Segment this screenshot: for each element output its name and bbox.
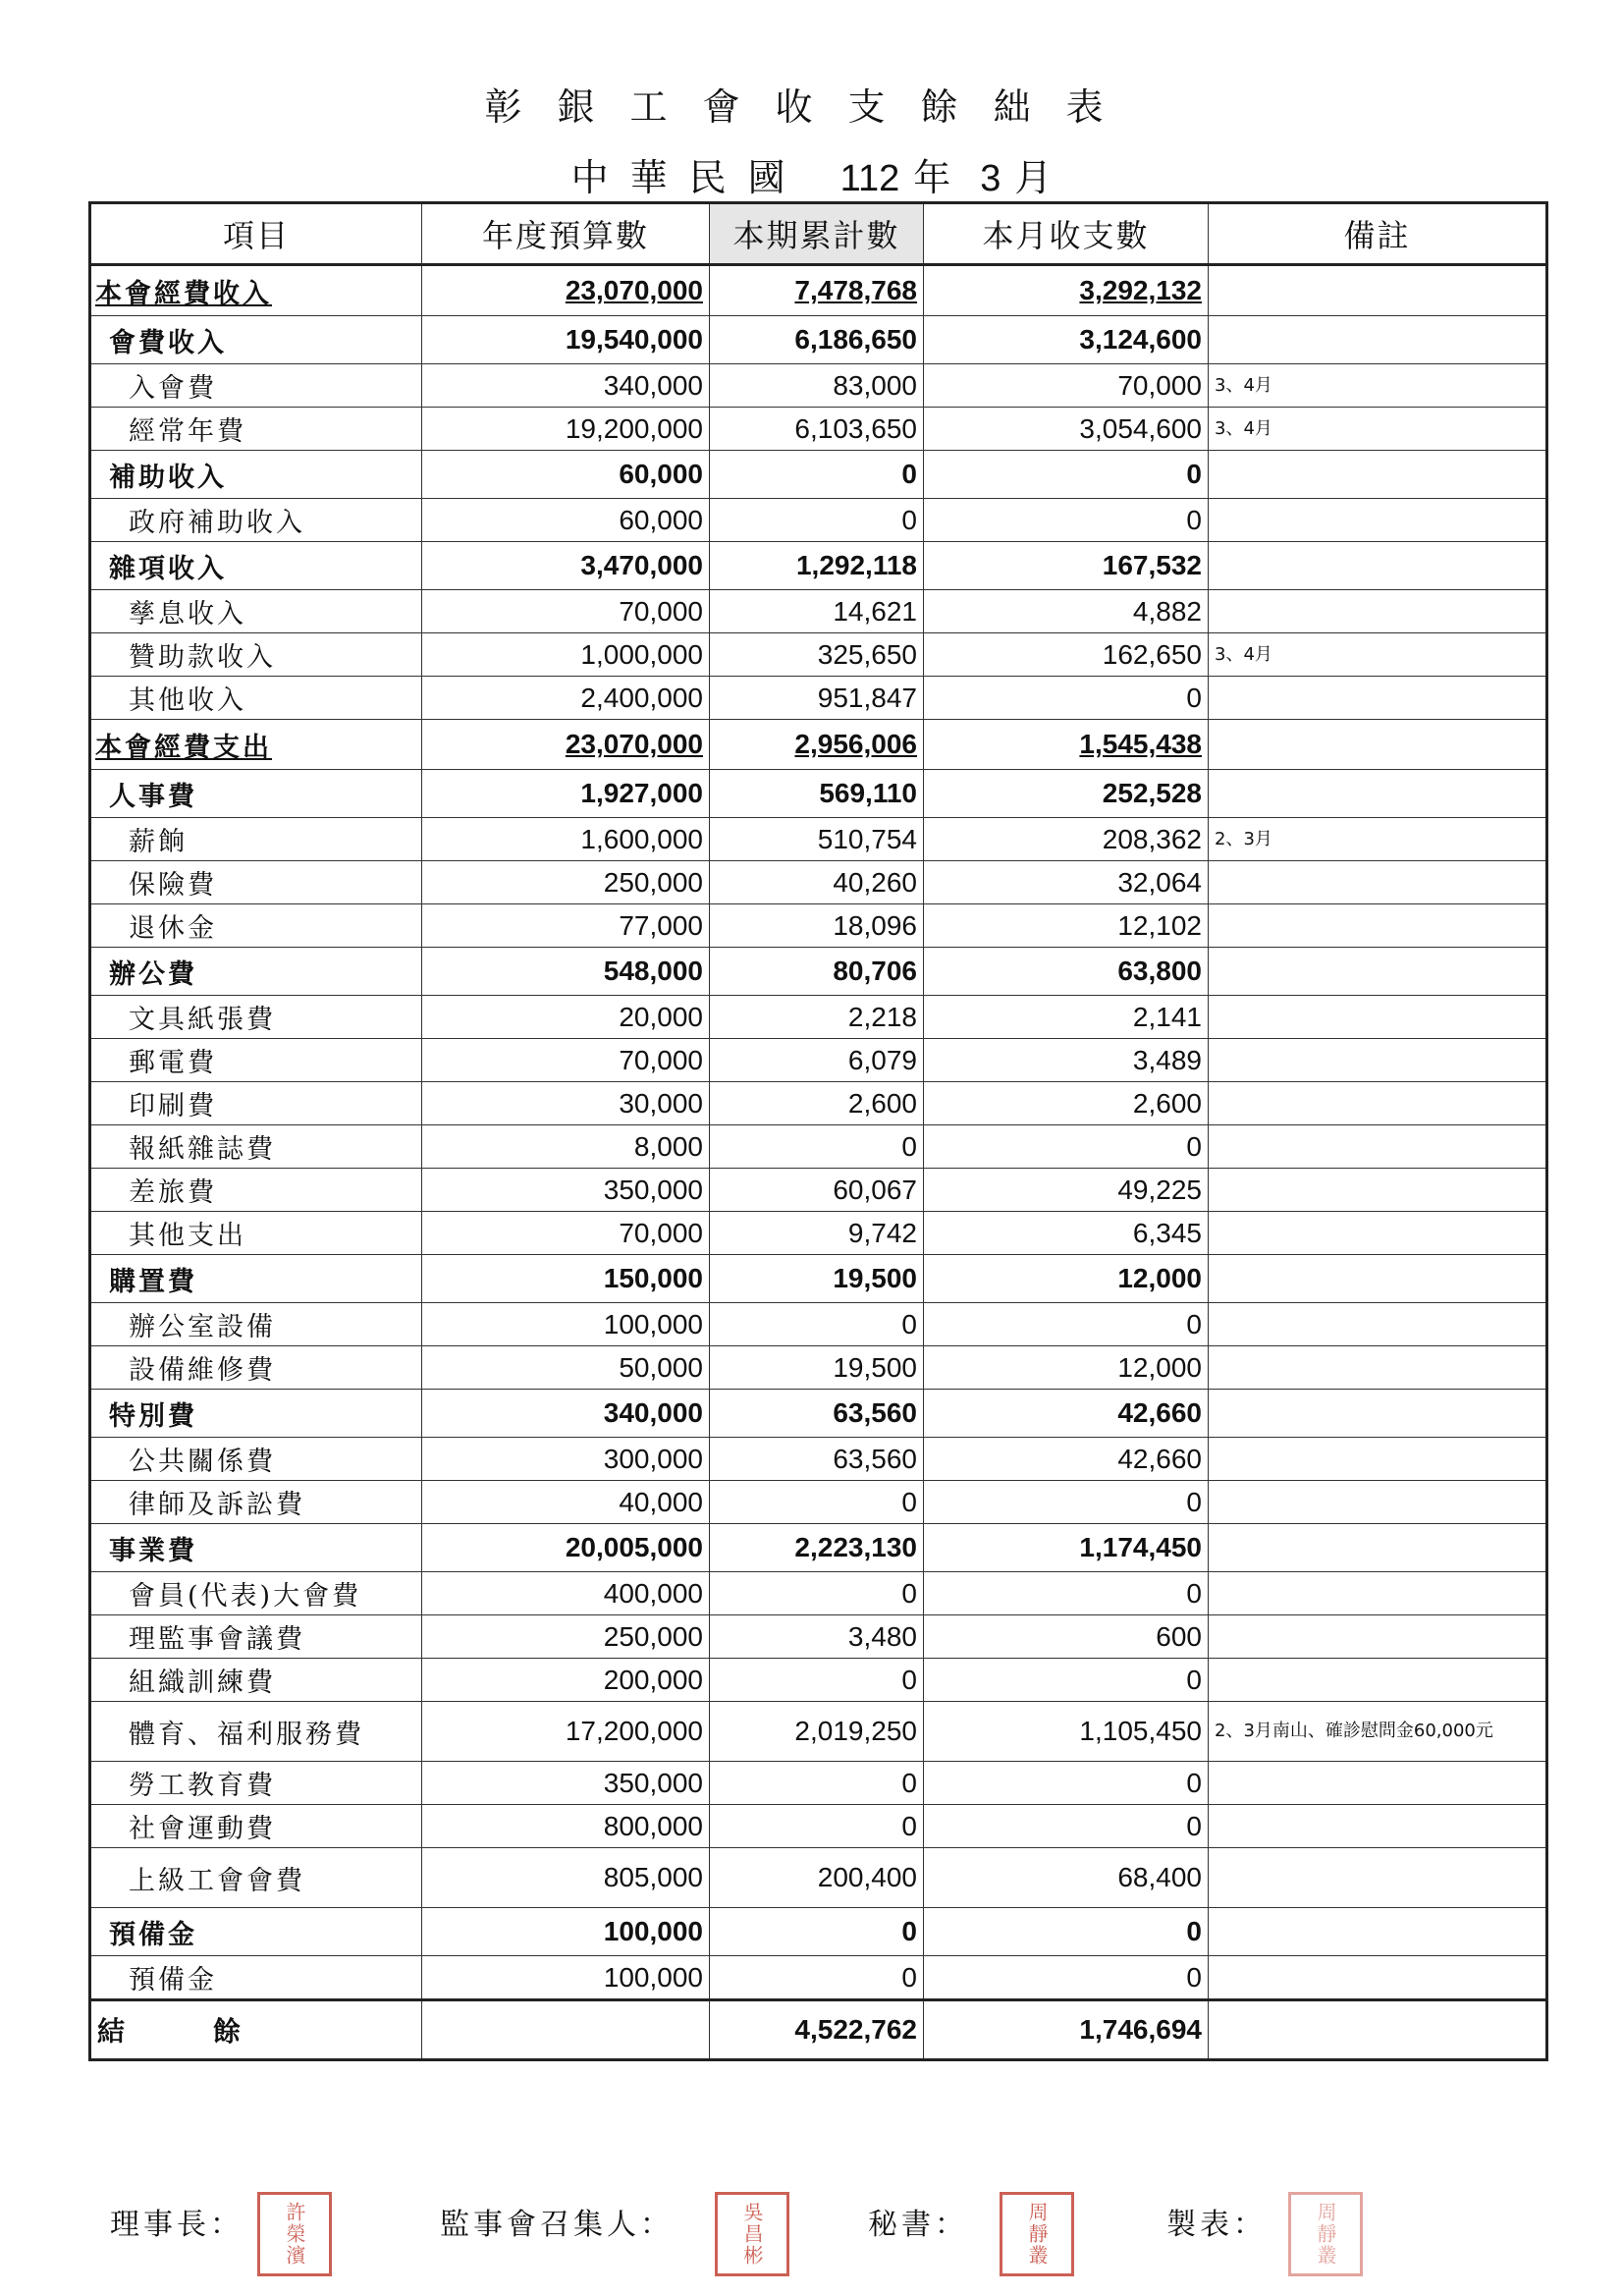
table-row	[90, 265, 1547, 316]
row-note	[1209, 1524, 1547, 1572]
row-budget: 19,540,000	[422, 316, 710, 364]
row-budget: 3,470,000	[422, 542, 710, 590]
table-row	[90, 1212, 1547, 1255]
total-budget	[422, 2000, 710, 2060]
row-note	[1209, 1438, 1547, 1481]
table-row	[90, 1303, 1547, 1346]
row-item: 雜項收入	[90, 542, 422, 590]
preparer-label: 製表：	[1166, 2208, 1267, 2242]
row-item: 購置費	[90, 1255, 422, 1303]
row-cumulative: 0	[710, 451, 924, 499]
row-cumulative: 0	[710, 1572, 924, 1615]
supervisor-seal: 吳昌彬	[715, 2192, 789, 2276]
row-budget: 19,200,000	[422, 408, 710, 451]
row-item: 印刷費	[90, 1082, 422, 1125]
row-monthly: 0	[924, 1481, 1209, 1524]
table-row	[90, 590, 1547, 633]
table-row	[90, 1908, 1547, 1956]
row-item: 辦公室設備	[90, 1303, 422, 1346]
row-note	[1209, 1255, 1547, 1303]
table-row	[90, 1702, 1547, 1762]
table-row	[90, 1524, 1547, 1572]
row-note	[1209, 677, 1547, 720]
page-title: 彰銀工會收支餘絀表	[484, 85, 1139, 129]
row-cumulative: 14,621	[710, 590, 924, 633]
row-item: 本會經費支出	[90, 720, 422, 770]
table-row	[90, 1848, 1547, 1908]
table-body	[90, 265, 1547, 2000]
row-monthly: 0	[924, 1908, 1209, 1956]
row-item: 文具紙張費	[90, 996, 422, 1039]
table-row	[90, 1125, 1547, 1169]
chairman-label: 理事長：	[110, 2208, 243, 2242]
row-cumulative: 0	[710, 1303, 924, 1346]
row-monthly: 49,225	[924, 1169, 1209, 1212]
row-monthly: 162,650	[924, 633, 1209, 677]
row-item: 孳息收入	[90, 590, 422, 633]
row-cumulative: 83,000	[710, 364, 924, 408]
header-item: 項目	[90, 203, 422, 265]
row-monthly: 167,532	[924, 542, 1209, 590]
row-cumulative: 3,480	[710, 1615, 924, 1659]
row-cumulative: 2,019,250	[710, 1702, 924, 1762]
row-monthly: 0	[924, 1659, 1209, 1702]
row-item: 本會經費收入	[90, 265, 422, 316]
row-budget: 70,000	[422, 1039, 710, 1082]
row-budget: 2,400,000	[422, 677, 710, 720]
row-note	[1209, 1169, 1547, 1212]
table-row	[90, 1438, 1547, 1481]
preparer-seal: 周靜叢	[1288, 2192, 1363, 2276]
row-budget: 30,000	[422, 1082, 710, 1125]
row-note: 2、3月	[1209, 818, 1547, 861]
report-period	[0, 147, 1623, 201]
row-monthly: 63,800	[924, 948, 1209, 996]
row-item: 退休金	[90, 904, 422, 948]
row-item: 上級工會會費	[90, 1848, 422, 1908]
row-note	[1209, 996, 1547, 1039]
row-cumulative: 2,223,130	[710, 1524, 924, 1572]
row-note	[1209, 720, 1547, 770]
row-monthly: 2,141	[924, 996, 1209, 1039]
row-monthly: 600	[924, 1615, 1209, 1659]
total-row	[90, 2000, 1547, 2060]
row-note	[1209, 590, 1547, 633]
row-cumulative: 0	[710, 1908, 924, 1956]
row-monthly: 0	[924, 499, 1209, 542]
row-budget: 300,000	[422, 1438, 710, 1481]
row-budget: 340,000	[422, 1390, 710, 1438]
row-note	[1209, 1125, 1547, 1169]
row-item: 政府補助收入	[90, 499, 422, 542]
header-monthly: 本月收支數	[924, 203, 1209, 265]
table-row	[90, 633, 1547, 677]
table-row	[90, 861, 1547, 904]
row-budget: 70,000	[422, 1212, 710, 1255]
row-item: 律師及訴訟費	[90, 1481, 422, 1524]
row-budget: 350,000	[422, 1169, 710, 1212]
row-cumulative: 510,754	[710, 818, 924, 861]
row-cumulative: 6,079	[710, 1039, 924, 1082]
row-cumulative: 60,067	[710, 1169, 924, 1212]
row-cumulative: 19,500	[710, 1255, 924, 1303]
table-row	[90, 364, 1547, 408]
table-row	[90, 1615, 1547, 1659]
row-monthly: 4,882	[924, 590, 1209, 633]
row-cumulative: 951,847	[710, 677, 924, 720]
row-note	[1209, 499, 1547, 542]
table-row	[90, 1390, 1547, 1438]
row-monthly: 3,292,132	[924, 265, 1209, 316]
row-item: 體育、福利服務費	[90, 1702, 422, 1762]
row-cumulative: 40,260	[710, 861, 924, 904]
year-value: 112	[839, 158, 900, 199]
table-row	[90, 996, 1547, 1039]
row-note	[1209, 1481, 1547, 1524]
income-expense-table	[88, 201, 1548, 2061]
row-item: 社會運動費	[90, 1805, 422, 1848]
row-monthly: 1,105,450	[924, 1702, 1209, 1762]
row-item: 公共關係費	[90, 1438, 422, 1481]
row-monthly: 3,489	[924, 1039, 1209, 1082]
row-cumulative: 7,478,768	[710, 265, 924, 316]
table-header-row	[90, 203, 1547, 265]
row-note	[1209, 1212, 1547, 1255]
row-note	[1209, 542, 1547, 590]
row-note	[1209, 1956, 1547, 2000]
row-note	[1209, 1082, 1547, 1125]
table-row	[90, 542, 1547, 590]
row-monthly: 0	[924, 677, 1209, 720]
row-monthly: 1,174,450	[924, 1524, 1209, 1572]
row-monthly: 42,660	[924, 1390, 1209, 1438]
row-budget: 20,005,000	[422, 1524, 710, 1572]
row-monthly: 0	[924, 1125, 1209, 1169]
row-item: 郵電費	[90, 1039, 422, 1082]
row-note	[1209, 1390, 1547, 1438]
row-cumulative: 0	[710, 1956, 924, 2000]
secretary-seal: 周靜叢	[1000, 2192, 1074, 2276]
row-budget: 60,000	[422, 451, 710, 499]
row-item: 會費收入	[90, 316, 422, 364]
row-note: 3、4月	[1209, 633, 1547, 677]
row-item: 辦公費	[90, 948, 422, 996]
row-item: 理監事會議費	[90, 1615, 422, 1659]
table-row	[90, 1481, 1547, 1524]
table-row	[90, 770, 1547, 818]
row-item: 人事費	[90, 770, 422, 818]
row-cumulative: 325,650	[710, 633, 924, 677]
row-item: 補助收入	[90, 451, 422, 499]
row-item: 會員(代表)大會費	[90, 1572, 422, 1615]
table-row	[90, 408, 1547, 451]
row-item: 預備金	[90, 1956, 422, 2000]
row-cumulative: 2,600	[710, 1082, 924, 1125]
row-budget: 250,000	[422, 861, 710, 904]
row-budget: 40,000	[422, 1481, 710, 1524]
row-budget: 1,000,000	[422, 633, 710, 677]
row-budget: 100,000	[422, 1956, 710, 2000]
row-note	[1209, 1346, 1547, 1390]
row-budget: 340,000	[422, 364, 710, 408]
row-monthly: 208,362	[924, 818, 1209, 861]
row-note	[1209, 1039, 1547, 1082]
row-cumulative: 0	[710, 1481, 924, 1524]
supervisor-label: 監事會召集人：	[440, 2208, 674, 2242]
row-item: 入會費	[90, 364, 422, 408]
row-budget: 70,000	[422, 590, 710, 633]
row-monthly: 3,124,600	[924, 316, 1209, 364]
table-row	[90, 1346, 1547, 1390]
row-budget: 50,000	[422, 1346, 710, 1390]
total-monthly: 1,746,694	[924, 2000, 1209, 2060]
row-cumulative: 2,956,006	[710, 720, 924, 770]
row-note: 3、4月	[1209, 408, 1547, 451]
row-note	[1209, 1805, 1547, 1848]
table-row	[90, 720, 1547, 770]
total-cumulative: 4,522,762	[710, 2000, 924, 2060]
table-row	[90, 818, 1547, 861]
row-item: 其他收入	[90, 677, 422, 720]
row-note	[1209, 1762, 1547, 1805]
row-monthly: 42,660	[924, 1438, 1209, 1481]
row-monthly: 0	[924, 1805, 1209, 1848]
year-unit: 年	[913, 156, 951, 199]
row-budget: 805,000	[422, 1848, 710, 1908]
row-monthly: 32,064	[924, 861, 1209, 904]
row-cumulative: 0	[710, 499, 924, 542]
row-budget: 250,000	[422, 1615, 710, 1659]
table-row	[90, 316, 1547, 364]
row-monthly: 68,400	[924, 1848, 1209, 1908]
row-note	[1209, 1615, 1547, 1659]
row-cumulative: 0	[710, 1125, 924, 1169]
row-monthly: 0	[924, 451, 1209, 499]
row-budget: 150,000	[422, 1255, 710, 1303]
chairman-seal: 許榮濱	[257, 2192, 332, 2276]
row-note	[1209, 904, 1547, 948]
row-monthly: 12,000	[924, 1255, 1209, 1303]
row-monthly: 0	[924, 1956, 1209, 2000]
row-cumulative: 63,560	[710, 1438, 924, 1481]
row-note	[1209, 861, 1547, 904]
table-row	[90, 1956, 1547, 2000]
table-row	[90, 1039, 1547, 1082]
row-cumulative: 80,706	[710, 948, 924, 996]
table-row	[90, 948, 1547, 996]
row-note: 3、4月	[1209, 364, 1547, 408]
row-note	[1209, 1659, 1547, 1702]
row-note	[1209, 265, 1547, 316]
table-row	[90, 1169, 1547, 1212]
row-budget: 100,000	[422, 1908, 710, 1956]
row-item: 經常年費	[90, 408, 422, 451]
row-note	[1209, 1848, 1547, 1908]
row-item: 組織訓練費	[90, 1659, 422, 1702]
row-budget: 77,000	[422, 904, 710, 948]
table-row	[90, 904, 1547, 948]
row-note	[1209, 451, 1547, 499]
row-monthly: 12,102	[924, 904, 1209, 948]
row-item: 保險費	[90, 861, 422, 904]
table-row	[90, 451, 1547, 499]
row-note	[1209, 1303, 1547, 1346]
row-cumulative: 0	[710, 1805, 924, 1848]
row-monthly: 252,528	[924, 770, 1209, 818]
row-budget: 1,600,000	[422, 818, 710, 861]
row-monthly: 0	[924, 1572, 1209, 1615]
row-budget: 100,000	[422, 1303, 710, 1346]
row-item: 薪餉	[90, 818, 422, 861]
row-budget: 23,070,000	[422, 720, 710, 770]
row-cumulative: 569,110	[710, 770, 924, 818]
header-budget: 年度預算數	[422, 203, 710, 265]
row-item: 差旅費	[90, 1169, 422, 1212]
row-note	[1209, 1908, 1547, 1956]
table-row	[90, 1255, 1547, 1303]
row-item: 勞工教育費	[90, 1762, 422, 1805]
table-row	[90, 1572, 1547, 1615]
row-item: 特別費	[90, 1390, 422, 1438]
row-budget: 1,927,000	[422, 770, 710, 818]
row-monthly: 0	[924, 1303, 1209, 1346]
row-cumulative: 6,103,650	[710, 408, 924, 451]
header-note: 備註	[1209, 203, 1547, 265]
row-budget: 800,000	[422, 1805, 710, 1848]
total-note	[1209, 2000, 1547, 2060]
row-cumulative: 0	[710, 1659, 924, 1702]
row-budget: 60,000	[422, 499, 710, 542]
row-monthly: 70,000	[924, 364, 1209, 408]
row-monthly: 12,000	[924, 1346, 1209, 1390]
row-cumulative: 9,742	[710, 1212, 924, 1255]
row-budget: 200,000	[422, 1659, 710, 1702]
row-note: 2、3月南山、確診慰問金60,000元	[1209, 1702, 1547, 1762]
row-cumulative: 6,186,650	[710, 316, 924, 364]
row-item: 報紙雜誌費	[90, 1125, 422, 1169]
row-monthly: 6,345	[924, 1212, 1209, 1255]
row-note	[1209, 948, 1547, 996]
month-value: 3	[980, 158, 1001, 199]
row-item: 預備金	[90, 1908, 422, 1956]
row-budget: 23,070,000	[422, 265, 710, 316]
row-budget: 20,000	[422, 996, 710, 1039]
row-monthly: 2,600	[924, 1082, 1209, 1125]
row-budget: 17,200,000	[422, 1702, 710, 1762]
signature-row	[0, 2192, 1623, 2280]
row-budget: 350,000	[422, 1762, 710, 1805]
row-item: 設備維修費	[90, 1346, 422, 1390]
row-budget: 400,000	[422, 1572, 710, 1615]
table-row	[90, 1082, 1547, 1125]
row-item: 其他支出	[90, 1212, 422, 1255]
row-note	[1209, 1572, 1547, 1615]
table-row	[90, 1659, 1547, 1702]
row-monthly: 3,054,600	[924, 408, 1209, 451]
month-unit: 月	[1014, 156, 1053, 199]
total-label: 結餘	[90, 2000, 422, 2060]
era-label: 中華民國	[570, 156, 807, 199]
row-cumulative: 18,096	[710, 904, 924, 948]
row-budget: 8,000	[422, 1125, 710, 1169]
table-row	[90, 677, 1547, 720]
secretary-label: 秘書：	[868, 2208, 968, 2242]
row-item: 事業費	[90, 1524, 422, 1572]
row-item: 贊助款收入	[90, 633, 422, 677]
table-row	[90, 1805, 1547, 1848]
row-budget: 548,000	[422, 948, 710, 996]
row-monthly: 1,545,438	[924, 720, 1209, 770]
table-row	[90, 499, 1547, 542]
row-cumulative: 63,560	[710, 1390, 924, 1438]
row-note	[1209, 770, 1547, 818]
row-cumulative: 2,218	[710, 996, 924, 1039]
row-cumulative: 200,400	[710, 1848, 924, 1908]
table-row	[90, 1762, 1547, 1805]
row-note	[1209, 316, 1547, 364]
header-cumulative: 本期累計數	[710, 203, 924, 265]
row-cumulative: 19,500	[710, 1346, 924, 1390]
row-cumulative: 1,292,118	[710, 542, 924, 590]
row-cumulative: 0	[710, 1762, 924, 1805]
row-monthly: 0	[924, 1762, 1209, 1805]
